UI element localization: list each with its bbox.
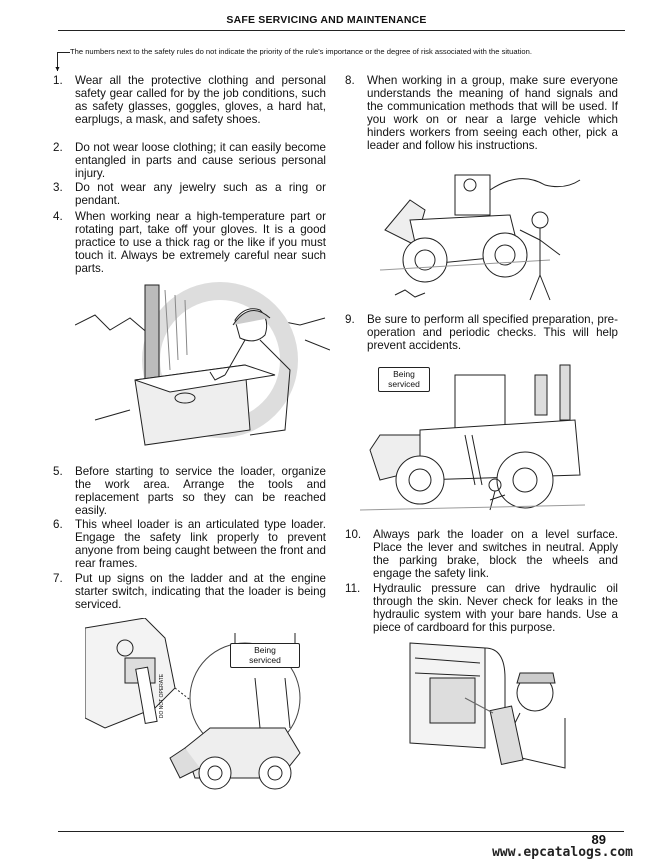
hydraulic-leak-check-illustration bbox=[405, 638, 575, 773]
rule-number: 8. bbox=[345, 74, 355, 87]
rule-number: 5. bbox=[53, 465, 63, 478]
rule-item-10 bbox=[345, 528, 618, 580]
rule-text: Do not wear loose clothing; it can easily become entangled in parts and cause serious personal injury. bbox=[75, 141, 326, 180]
rule-item-2 bbox=[53, 141, 326, 180]
rule-number: 1. bbox=[53, 74, 63, 87]
header-rule bbox=[58, 30, 625, 31]
hand-signals-illustration bbox=[370, 160, 585, 305]
rule-number: 9. bbox=[345, 313, 355, 326]
rule-number: 6. bbox=[53, 518, 63, 531]
rule-text: Always park the loader on a level surface. Place the lever and switches in neutral. Apply the parking brake, block the wheels and engage the safety link. bbox=[373, 528, 618, 580]
rule-item-3 bbox=[53, 181, 326, 207]
rule-number: 3. bbox=[53, 181, 63, 194]
sign-line-2: serviced bbox=[388, 378, 420, 389]
rule-item-7 bbox=[53, 572, 326, 611]
rule-item-11 bbox=[345, 582, 618, 634]
rule-text: Wear all the protective clothing and personal safety gear called for by the job conditions, such as safety glasses, goggles, gloves, a hard hat, earplugs, a mask, and safety shoes. bbox=[75, 74, 326, 126]
service-sign-illustration bbox=[85, 618, 330, 798]
rule-text: When working in a group, make sure everyone understands the meaning of hand signals and the communication methods that will be used. If you work on or near a large vehicle which hinders workers from seeing each other, pick a leader and follow his instructions. bbox=[367, 74, 618, 152]
rule-number: 10. bbox=[345, 528, 362, 541]
hot-part-illustration bbox=[75, 280, 330, 455]
rule-item-6 bbox=[53, 518, 326, 570]
being-serviced-sign-2 bbox=[378, 367, 430, 392]
footer-rule bbox=[58, 831, 624, 832]
rule-text: Hydraulic pressure can drive hydraulic oil through the skin. Never check for leaks in the hydraulic system with your bare hands. Use a piece of cardboard for this purpose. bbox=[373, 582, 618, 634]
rule-item-5 bbox=[53, 465, 326, 517]
rule-text: Do not wear any jewelry such as a ring or pendant. bbox=[75, 181, 326, 207]
sign-line-2: serviced bbox=[249, 654, 281, 665]
being-serviced-sign bbox=[230, 643, 300, 668]
rule-text: When working near a high-temperature part or rotating part, take off your gloves. It is a good practice to use a thick rag or the like if you must touch it. Always be extremely careful near such parts. bbox=[75, 210, 326, 275]
do-not-operate-tag: DO NOT OPERATE bbox=[159, 673, 166, 719]
rule-text: Before starting to service the loader, organize the work area. Arrange the tools and replacement parts so they can be reached easily. bbox=[75, 465, 326, 517]
page-header-title: SAFE SERVICING AND MAINTENANCE bbox=[226, 14, 427, 26]
page-number: 89 bbox=[591, 832, 606, 847]
sign-line-1: Being bbox=[254, 645, 276, 655]
rule-number: 7. bbox=[53, 572, 63, 585]
rule-text: This wheel loader is an articulated type loader. Engage the safety link properly to prevent anyone from being caught between the front and rear frames. bbox=[75, 518, 326, 570]
sign-line-1: Being bbox=[393, 369, 415, 379]
rule-number: 2. bbox=[53, 141, 63, 154]
rule-text: Be sure to perform all specified preparation, pre-operation and periodic checks. This will help prevent accidents. bbox=[367, 313, 618, 352]
rule-item-4 bbox=[53, 210, 326, 275]
rule-item-9 bbox=[345, 313, 618, 352]
watermark: www.epcatalogs.com bbox=[492, 845, 633, 860]
rule-number: 11. bbox=[345, 582, 361, 595]
rule-number: 4. bbox=[53, 210, 63, 223]
priority-note: The numbers next to the safety rules do not indicate the priority of the rule's importance or the degree of risk associated with the situation. bbox=[70, 47, 532, 56]
rule-item-1 bbox=[53, 74, 326, 126]
loader-check-illustration bbox=[360, 355, 585, 520]
note-arrow-icon: ▼ bbox=[54, 66, 61, 73]
rule-item-8 bbox=[345, 74, 618, 152]
rule-text: Put up signs on the ladder and at the engine starter switch, indicating that the loader is being serviced. bbox=[75, 572, 326, 611]
